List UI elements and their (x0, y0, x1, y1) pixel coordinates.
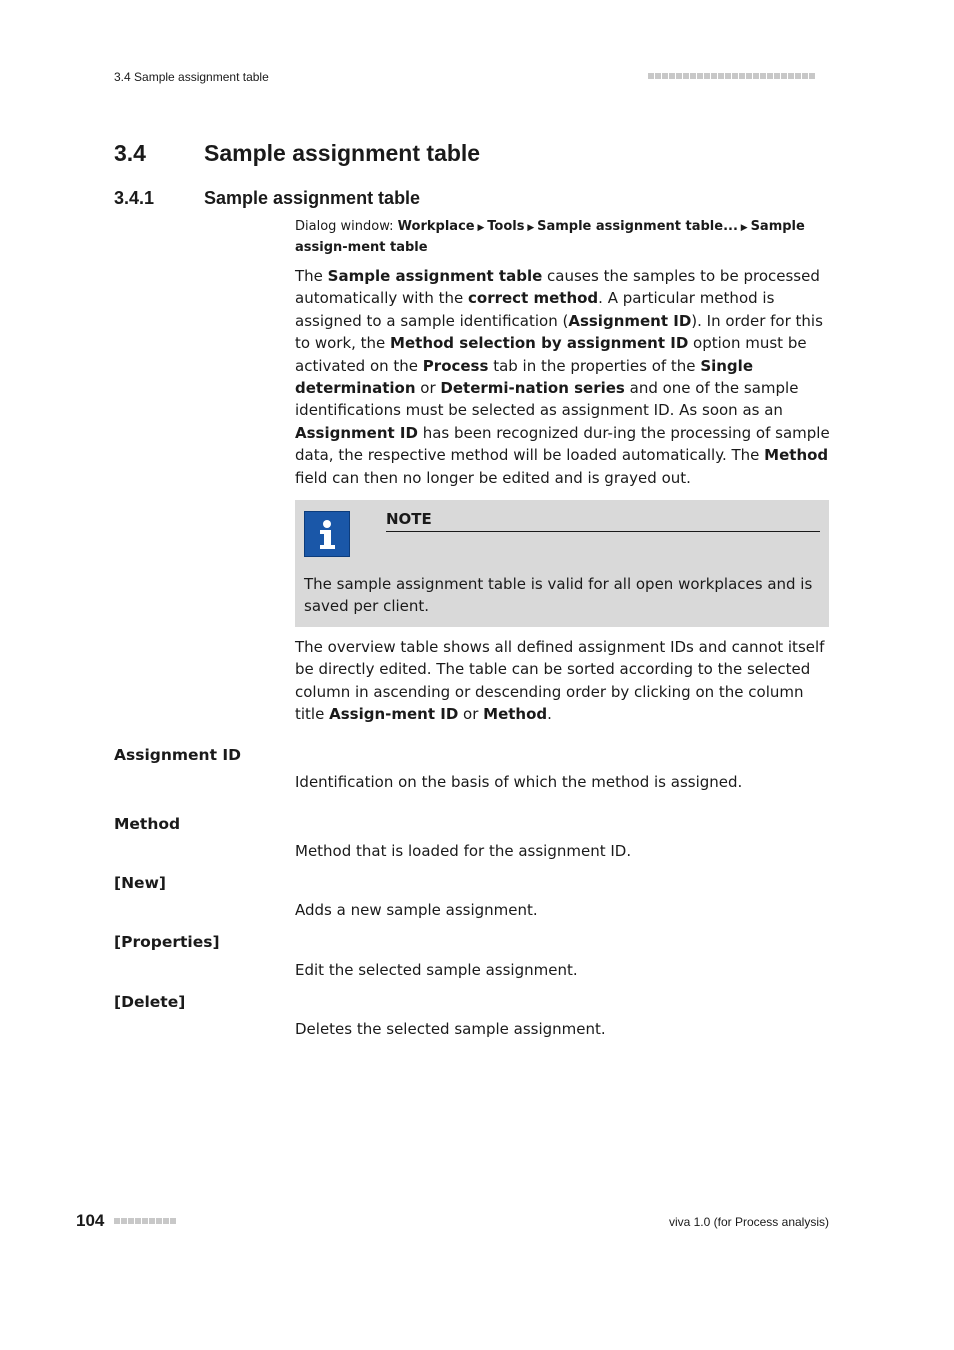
decor-square (690, 73, 696, 79)
decor-square (697, 73, 703, 79)
body-text: field can then no longer be edited and is grayed out. (295, 468, 691, 487)
note-box (295, 500, 829, 627)
page-number: 104 (76, 1211, 105, 1230)
term-definition: Edit the selected sample assignment. (295, 961, 578, 979)
decor-square (114, 1218, 120, 1224)
decor-square (725, 73, 731, 79)
emphasis-text: Determi-nation series (440, 379, 625, 398)
decor-square (676, 73, 682, 79)
emphasis-text: Process (422, 356, 489, 375)
path-separator-icon: ▶ (737, 223, 751, 233)
term-label: [Properties] (114, 933, 220, 951)
decor-square (655, 73, 661, 79)
decor-square (156, 1218, 162, 1224)
decor-square (746, 73, 752, 79)
body-text: . A particular method is assigned to a sample identification ( (295, 289, 775, 330)
section-title: Sample assignment table (204, 140, 481, 166)
body-text: option must be activated on the (295, 334, 807, 375)
decor-square (753, 73, 759, 79)
body-text: ). In order for this to work, the (295, 311, 823, 353)
decor-square (669, 73, 675, 79)
section-heading (114, 140, 480, 167)
decor-square (802, 73, 808, 79)
emphasis-text: correct method (468, 289, 599, 308)
decor-square (149, 1218, 155, 1224)
footer-decoration (114, 1218, 176, 1224)
term-label: Method (114, 815, 181, 833)
path-separator-icon: ▶ (524, 223, 538, 233)
body-text: or (458, 705, 484, 724)
info-icon (304, 511, 350, 557)
decor-square (767, 73, 773, 79)
emphasis-text: Single determination (295, 356, 753, 398)
dialog-path (295, 217, 835, 257)
path-item: Sample assign-ment table (295, 219, 805, 255)
note-title: NOTE (386, 510, 820, 532)
decor-square (662, 73, 668, 79)
decor-square (163, 1218, 169, 1224)
decor-square (774, 73, 780, 79)
decor-square (170, 1218, 176, 1224)
subsection-number: 3.4.1 (114, 188, 155, 208)
body-text: causes the samples to be processed automatically with the (295, 267, 820, 308)
term-definition: Method that is loaded for the assignment ID. (295, 842, 632, 860)
subsection-heading (114, 188, 420, 209)
decor-square (128, 1218, 134, 1224)
overview-paragraph (295, 636, 835, 726)
emphasis-text: Assignment ID (568, 311, 692, 330)
decor-square (739, 73, 745, 79)
body-text: and one of the sample identifications must be selected as assignment ID. As soon as an (295, 379, 799, 420)
running-header: 3.4 Sample assignment table (114, 70, 269, 84)
decor-square (795, 73, 801, 79)
path-item: Workplace (397, 219, 475, 234)
decor-square (781, 73, 787, 79)
decor-square (121, 1218, 127, 1224)
path-prefix: Dialog window: (295, 219, 398, 234)
decor-square (760, 73, 766, 79)
path-item: Tools (487, 219, 525, 234)
body-text: has been recognized dur-ing the processing of sample data, the respective method will be loaded automatically. The (295, 423, 830, 465)
term-label: [Delete] (114, 993, 186, 1011)
body-text: tab in the properties of the (488, 356, 701, 375)
note-text: The sample assignment table is valid for all open workplaces and is saved per client. (304, 575, 813, 616)
term-label: Assignment ID (114, 746, 242, 764)
header-decoration (648, 73, 815, 79)
subsection-title: Sample assignment table (204, 188, 421, 208)
decor-square (809, 73, 815, 79)
decor-square (142, 1218, 148, 1224)
intro-paragraph (295, 265, 835, 489)
decor-square (648, 73, 654, 79)
emphasis-text: Method (764, 446, 829, 465)
term-definition: Identification on the basis of which the method is assigned. (295, 773, 743, 791)
emphasis-text: Method selection by assignment ID (390, 334, 689, 353)
emphasis-text: Method (483, 705, 548, 724)
decor-square (732, 73, 738, 79)
decor-square (711, 73, 717, 79)
path-separator-icon: ▶ (474, 223, 488, 233)
body-text: The overview table shows all defined assignment IDs and cannot itself be directly edited. The table can be sorted according to the selected column in ascending or descending order by clicking on the column title (295, 638, 825, 724)
body-text: or (415, 379, 441, 398)
body-text: The (295, 267, 328, 285)
emphasis-text: Sample assignment table (327, 267, 543, 285)
path-item: Sample assignment table... (537, 219, 738, 234)
body-text: . (547, 705, 552, 724)
term-definition: Adds a new sample assignment. (295, 901, 538, 919)
decor-square (788, 73, 794, 79)
emphasis-text: Assignment ID (295, 423, 418, 442)
section-number: 3.4 (114, 140, 146, 166)
product-name: viva 1.0 (for Process analysis) (668, 1215, 829, 1229)
decor-square (718, 73, 724, 79)
term-label: [New] (114, 874, 166, 892)
decor-square (704, 73, 710, 79)
decor-square (135, 1218, 141, 1224)
emphasis-text: Assign-ment ID (329, 705, 459, 724)
decor-square (683, 73, 689, 79)
term-definition: Deletes the selected sample assignment. (295, 1020, 606, 1038)
